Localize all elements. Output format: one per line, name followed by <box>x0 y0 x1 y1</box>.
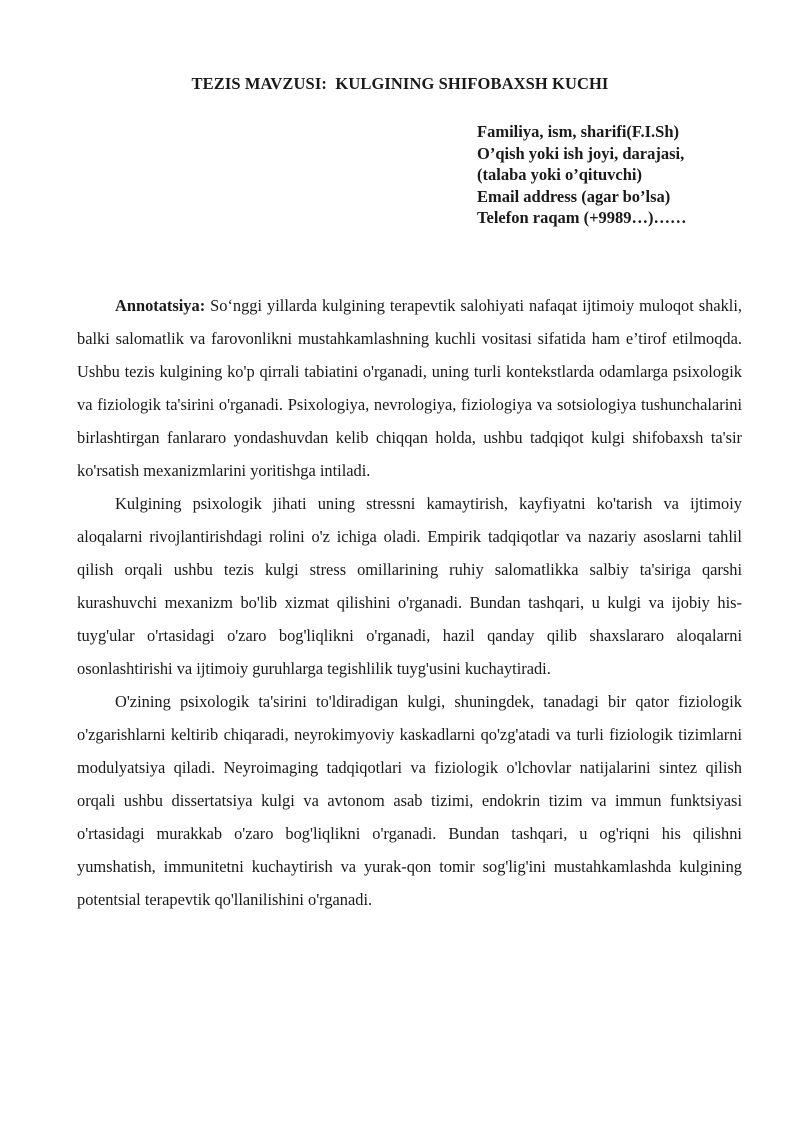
body-paragraph-physiological: O'zining psixologik ta'sirini to'ldiradigan kulgi, shuningdek, tanadagi bir qator fiziologik o'zgarishlarni keltirib chiqaradi, neyrokimyoviy kaskadlarni qo'zg'atadi va turli fiziologik tizimlarni modulyatsiya qiladi. Neyroimaging tadqiqotlari va fiziologik o'lchovlar natijalarini sintez qilish orqali ushbu dissertatsiya kulgi va avtonom asab tizimi, endokrin tizim va immun funktsiyasi o'rtasidagi murakkab o'zaro bog'liqlikni o'rganadi. Bundan tashqari, u og'riqni his qilishni yumshatish, immunitetni kuchaytirish va yurak-qon tomir sog'lig'ini mustahkamlashda kulgining potentsial terapevtik qo'llanilishini o'rganadi. <box>77 692 742 909</box>
author-role-line: (talaba yoki o’qituvchi) <box>477 165 643 184</box>
annotation-text: So‘nggi yillarda kulgining terapevtik salohiyati nafaqat ijtimoiy muloqot shakli, balki salomatlik va farovonlikni mustahkamlashning kuchli vositasi sifatida ham e’tirof etilmoqda. Ushbu tezis kulgining ko'p qirrali tabiatini o'rganadi, uning turli kontekstlarda odamlarga psixologik va fiziologik ta'sirini o'rganadi. Psixologiya, nevrologiya, fiziologiya va sotsiologiya tushunchalarini birlashtirgan fanlararo yondashuvdan kelib chiqqan holda, ushbu tadqiqot kulgi shifobaxsh ta'sir ko'rsatish mexanizmlarini yoritishga intiladi. <box>77 296 742 480</box>
annotation-label: Annotatsiya: <box>115 296 206 315</box>
body-text <box>77 289 742 916</box>
page-title: TEZIS MAVZUSI: KULGINING SHIFOBAXSH KUCHI <box>191 74 609 93</box>
author-info-block <box>477 121 777 229</box>
author-workplace-line: O’qish yoki ish joyi, darajasi, <box>477 143 685 163</box>
author-email-line: Email address (agar bo’lsa) <box>477 186 671 206</box>
author-name-line: Familiya, ism, sharifi(F.I.Sh) <box>477 122 679 141</box>
annotation-paragraph <box>77 289 742 487</box>
author-phone-line: Telefon raqam (+9989…)…… <box>477 208 687 227</box>
body-paragraph-psychological: Kulgining psixologik jihati uning stressni kamaytirish, kayfiyatni ko'tarish va ijtimoiy aloqalarni rivojlantirishdagi rolini o'z ichiga oladi. Empirik tadqiqotlar va nazariy asoslarni tahlil qilish orqali ushbu tezis kulgi stress omillarining ruhiy salomatlikka salbiy ta'siriga qarshi kurashuvchi mexanizm bo'lib xizmat qilishini o'rganadi. Bundan tashqari, u kulgi va ijobiy his-tuyg'ular o'rtasidagi o'zaro bog'liqlikni o'rganadi, hazil qanday qilib shaxslararo aloqalarni osonlashtirishi va ijtimoiy guruhlarga tegishlilik tuyg'usini kuchaytiradi. <box>77 494 742 678</box>
